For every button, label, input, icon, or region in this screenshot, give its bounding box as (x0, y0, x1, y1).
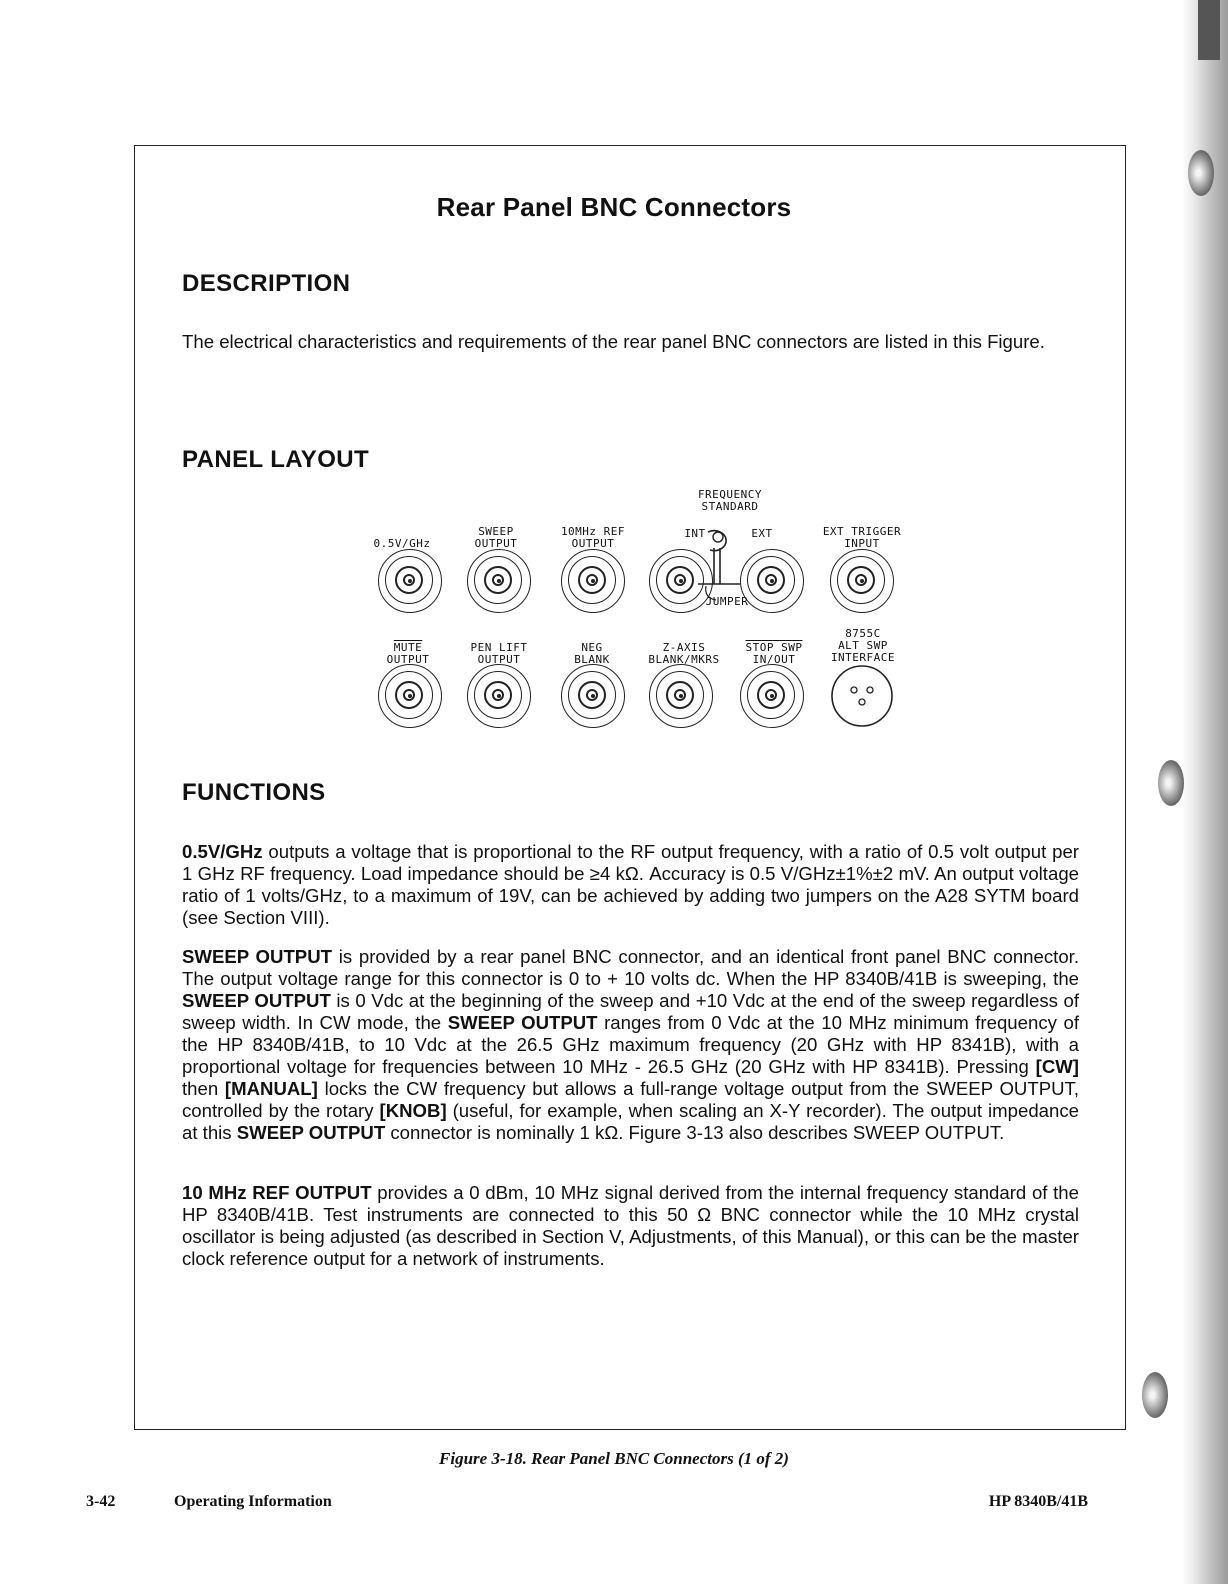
section-heading-description: DESCRIPTION (182, 270, 351, 297)
function-0.5v-ghz (182, 841, 1079, 929)
term-sweep-output: SWEEP OUTPUT (182, 990, 331, 1011)
label-mute: MUTE (393, 641, 423, 654)
label-pen-lift-output: PEN LIFT OUTPUT (470, 641, 528, 666)
label-jumper: JUMPER (705, 595, 749, 608)
desc-sweep-output-6: (useful, for example, when scaling an X-Y recorder). The output impedance at this (182, 1100, 1079, 1143)
key-knob: [KNOB] (379, 1100, 447, 1121)
key-manual: [MANUAL] (224, 1078, 318, 1099)
label-neg-blank: NEG BLANK (574, 641, 610, 666)
footer-model: HP 8340B/41B (988, 1493, 1088, 1510)
desc-0.5v-ghz: outputs a voltage that is proportional to the RF output frequency, with a ratio of 0.5 volt output per 1 GHz RF frequency. Load impedance should be ≥4 kΩ. Accuracy is 0.5 V/GHz±1%±2 mV. An output voltage ratio of 1 volts/GHz, to a maximum of 19V, can be achieved by adding two jumpers on the A28 SYTM board (see Section VIII). (182, 841, 1079, 928)
function-sweep-output (182, 946, 1079, 1144)
label-ext: EXT (751, 527, 773, 540)
description-text: The electrical characteristics and requirements of the rear panel BNC connectors are listed in this Figure. (182, 331, 1045, 352)
desc-sweep-output-1: is provided by a rear panel BNC connector, and an identical front panel BNC connector. The output voltage range for this connector is 0 to + 10 volts dc. When the HP 8340B/41B is sweeping, the (182, 946, 1079, 989)
label-stop-swp: STOP SWP (745, 641, 803, 654)
label-frequency-standard: FREQUENCY STANDARD (697, 488, 763, 513)
section-heading-panel-layout: PANEL LAYOUT (182, 446, 370, 473)
label-mute-output-sub: OUTPUT (386, 653, 430, 666)
term-0.5v-ghz: 0.5V/GHz (182, 841, 263, 862)
term-sweep-output: SWEEP OUTPUT (182, 946, 332, 967)
footer-section: Operating Information (174, 1493, 332, 1510)
section-heading-functions: FUNCTIONS (182, 779, 326, 806)
page-title: Rear Panel BNC Connectors (436, 192, 792, 222)
binder-hole-bottom (1142, 1372, 1168, 1418)
label-10mhz-ref-output: 10MHz REF OUTPUT (560, 525, 626, 550)
label-ext-trigger-input: EXT TRIGGER INPUT (822, 525, 902, 550)
label-int: INT (684, 527, 706, 540)
footer-page-number: 3-42 (86, 1493, 116, 1510)
desc-sweep-output-2: is 0 Vdc at the beginning of the sweep and +10 Vdc at the end of the sweep regardless of sweep width. In CW mode, the (182, 990, 1079, 1033)
binding-edge (1182, 0, 1228, 1584)
key-cw: [CW] (1035, 1056, 1079, 1077)
binder-hole-top (1188, 150, 1214, 196)
desc-sweep-output-5: locks the CW frequency but allows a full-range voltage output from the SWEEP OUTPUT, controlled by the rotary (182, 1078, 1080, 1121)
desc-sweep-output-3: ranges from 0 Vdc at the 10 MHz minimum frequency of the HP 8340B/41B, to 10 Vdc at the 26.5 GHz maximum frequency (20 GHz with HP 8341B), with a proportional voltage for frequencies between 10 MHz - 26.5 GHz (20 GHz with HP 8341B). Pressing (182, 1012, 1079, 1077)
label-8755c-alt-swp-interface: 8755C ALT SWP INTERFACE (830, 627, 896, 664)
term-10mhz-ref-output: 10 MHz REF OUTPUT (182, 1182, 372, 1203)
label-sweep-output: SWEEP OUTPUT (474, 525, 518, 550)
desc-10mhz-ref-output: provides a 0 dBm, 10 MHz signal derived from the internal frequency standard of the HP 8340B/41B. Test instruments are connected to this 50 Ω BNC connector while the 10 MHz crystal oscillator is being adjusted (as described in Section V, Adjustments, of this Manual), or this can be the master clock reference output for a network of instruments. (182, 1182, 1079, 1269)
desc-sweep-output-4: then (182, 1078, 225, 1099)
term-sweep-output: SWEEP OUTPUT (447, 1012, 598, 1033)
binder-hole-middle (1158, 760, 1184, 806)
label-stop-swp-sub: IN/OUT (752, 653, 796, 666)
function-10mhz-ref-output (182, 1182, 1079, 1270)
label-z-axis-blank-mkrs: Z-AXIS BLANK/MKRS (648, 641, 720, 666)
figure-caption: Figure 3-18. Rear Panel BNC Connectors (1 of 2) (439, 1449, 789, 1468)
term-sweep-output: SWEEP OUTPUT (236, 1122, 386, 1143)
desc-sweep-output-7: connector is nominally 1 kΩ. Figure 3-13 also describes SWEEP OUTPUT. (385, 1122, 1005, 1143)
label-0.5v-ghz: 0.5V/GHz (373, 537, 431, 550)
